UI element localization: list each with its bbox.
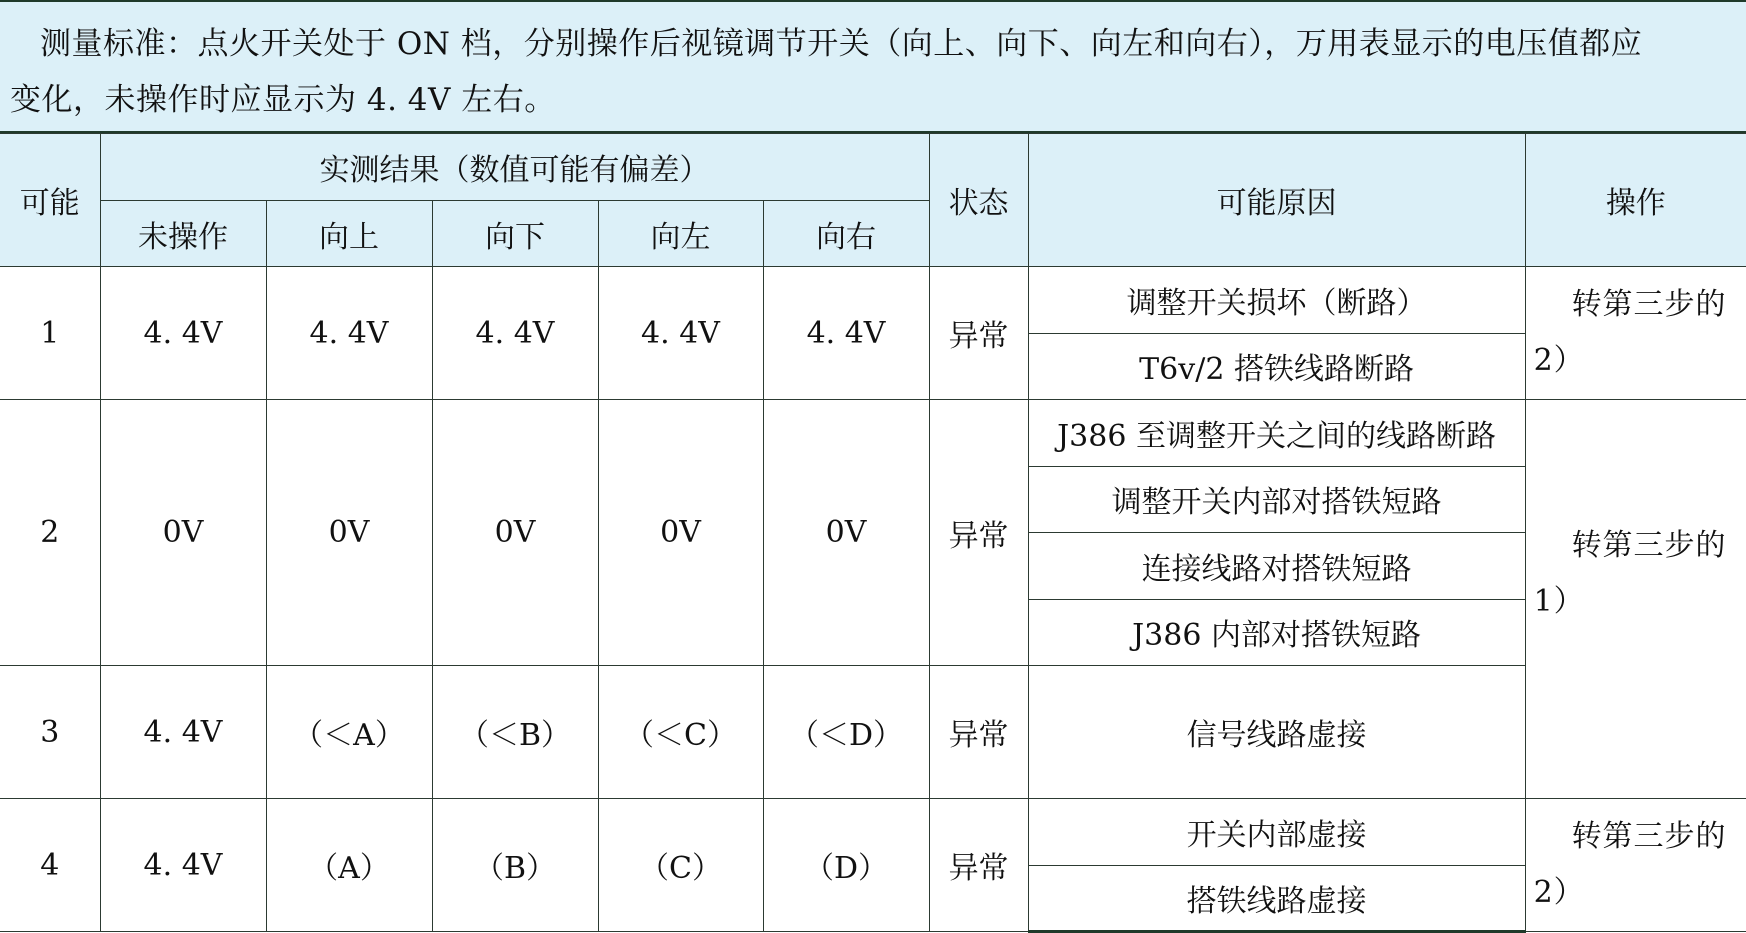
value-cell: 0V (432, 400, 598, 666)
table-row (0, 400, 1746, 467)
header-action: 操作 (1525, 134, 1746, 267)
status-cell: 异常 (929, 267, 1028, 400)
cause-cell: 调整开关内部对搭铁短路 (1028, 466, 1525, 533)
header-possible-cause: 可能原因 (1028, 134, 1525, 267)
value-cell: （＜B） (432, 666, 598, 799)
cause-cell: T6v/2 搭铁线路断路 (1028, 333, 1525, 400)
table-row (0, 267, 1746, 334)
value-cell: 0V (266, 400, 432, 666)
row-number: 4 (0, 799, 100, 932)
value-cell: 0V (598, 400, 763, 666)
value-cell: 4. 4V (100, 799, 266, 932)
value-cell: （D） (763, 799, 929, 932)
value-cell: （＜D） (763, 666, 929, 799)
header-col-right: 向右 (763, 201, 929, 267)
header-col-left: 向左 (598, 201, 763, 267)
action-cell: 转第三步的 2） (1525, 267, 1746, 400)
value-cell: （＜C） (598, 666, 763, 799)
header-col-idle: 未操作 (100, 201, 266, 267)
value-cell: 4. 4V (598, 267, 763, 400)
cause-cell: 信号线路虚接 (1028, 666, 1525, 799)
value-cell: 4. 4V (763, 267, 929, 400)
note-line-2: 变化，未操作时应显示为 4. 4V 左右。 (10, 82, 556, 118)
row-number: 3 (0, 666, 100, 799)
measurement-standard-note (0, 0, 1746, 133)
value-cell: 4. 4V (432, 267, 598, 400)
value-cell: 4. 4V (266, 267, 432, 400)
cause-cell: 连接线路对搭铁短路 (1028, 533, 1525, 600)
status-cell: 异常 (929, 400, 1028, 666)
value-cell: （B） (432, 799, 598, 932)
header-status: 状态 (929, 134, 1028, 267)
value-cell: 4. 4V (100, 666, 266, 799)
value-cell: （C） (598, 799, 763, 932)
action-cell: 转第三步的 2） (1525, 799, 1746, 932)
value-cell: 4. 4V (100, 267, 266, 400)
row-number: 2 (0, 400, 100, 666)
cause-cell: 调整开关损坏（断路） (1028, 267, 1525, 334)
header-col-down: 向下 (432, 201, 598, 267)
diagnosis-table (0, 133, 1746, 933)
cause-cell: J386 内部对搭铁短路 (1028, 599, 1525, 666)
value-cell: 0V (100, 400, 266, 666)
status-cell: 异常 (929, 666, 1028, 799)
value-cell: （A） (266, 799, 432, 932)
value-cell: （＜A） (266, 666, 432, 799)
header-measured-results: 实测结果（数值可能有偏差） (100, 134, 929, 201)
status-cell: 异常 (929, 799, 1028, 932)
row-number: 1 (0, 267, 100, 400)
table-row (0, 799, 1746, 866)
cause-cell: 搭铁线路虚接 (1028, 865, 1525, 932)
value-cell: 0V (763, 400, 929, 666)
cause-cell: 开关内部虚接 (1028, 799, 1525, 866)
note-line-1: 测量标准：点火开关处于 ON 档，分别操作后视镜调节开关（向上、向下、向左和向右），万用表显示的电压值都应 (40, 26, 1643, 62)
header-possible: 可能 (0, 134, 100, 267)
header-col-up: 向上 (266, 201, 432, 267)
cause-cell: J386 至调整开关之间的线路断路 (1028, 400, 1525, 467)
action-cell: 转第三步的 1） (1525, 400, 1746, 799)
table-row (0, 666, 1746, 733)
